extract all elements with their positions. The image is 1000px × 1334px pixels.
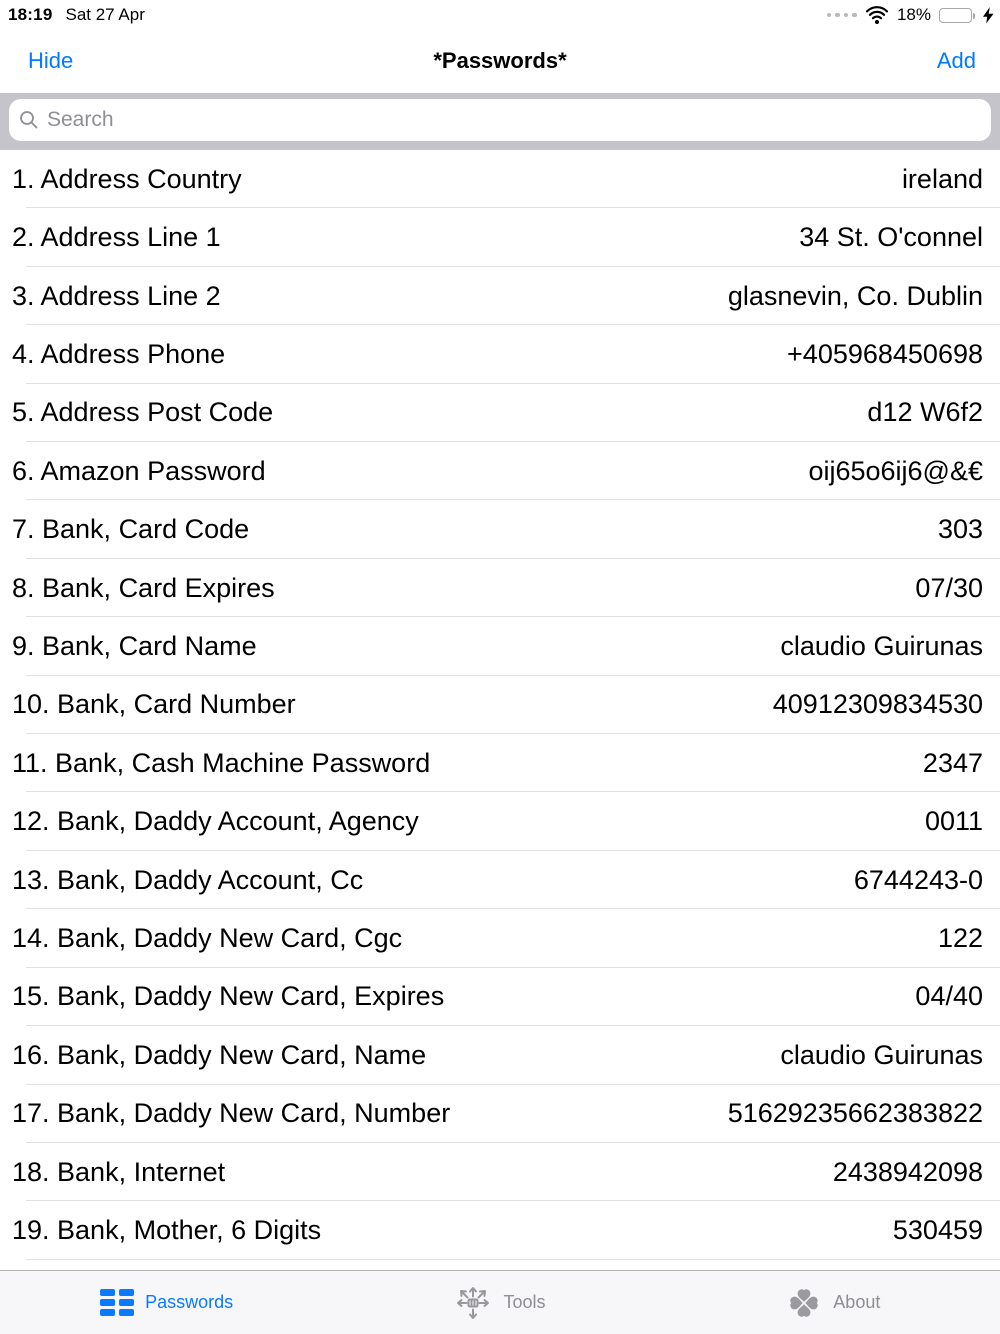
table-row[interactable] — [0, 1085, 1000, 1143]
entry-label: 6. Amazon Password — [12, 455, 266, 486]
entry-value: ireland — [901, 163, 983, 194]
entry-label: 10. Bank, Card Number — [12, 689, 296, 720]
status-date: Sat 27 Apr — [65, 5, 145, 24]
entry-value: 04/40 — [915, 981, 983, 1012]
entry-label: 1. Address Country — [12, 163, 242, 194]
table-row[interactable] — [0, 500, 1000, 558]
table-row[interactable] — [0, 851, 1000, 909]
tab-tools-label: Tools — [503, 1292, 546, 1312]
entry-value: claudio Guirunas — [780, 630, 983, 661]
entry-label: 4. Address Phone — [12, 338, 226, 369]
table-row[interactable] — [0, 442, 1000, 500]
entry-label: 8. Bank, Card Expires — [12, 572, 275, 603]
tab-tools[interactable] — [333, 1271, 666, 1334]
table-row[interactable] — [0, 909, 1000, 967]
entry-value: 2438942098 — [832, 1156, 983, 1187]
entry-label: 11. Bank, Cash Machine Password — [12, 747, 431, 778]
entry-label: 7. Bank, Card Code — [12, 514, 250, 545]
page-title: *Passwords* — [433, 47, 567, 73]
entry-value: d12 W6f2 — [867, 397, 983, 428]
search-bar-strip — [0, 93, 1000, 150]
entry-label: 17. Bank, Daddy New Card, Number — [12, 1098, 451, 1129]
password-list — [0, 150, 1000, 1260]
entry-value: glasnevin, Co. Dublin — [727, 280, 983, 311]
table-row[interactable] — [0, 1026, 1000, 1084]
entry-value: 2347 — [922, 747, 983, 778]
entry-label: 2. Address Line 1 — [12, 222, 221, 253]
table-row[interactable] — [0, 1143, 1000, 1201]
search-placeholder: Search — [47, 108, 114, 131]
table-row[interactable] — [0, 734, 1000, 792]
entry-value: 6744243-0 — [853, 864, 983, 895]
table-row[interactable] — [0, 617, 1000, 675]
status-bar — [0, 0, 1000, 28]
entry-label: 9. Bank, Card Name — [12, 630, 257, 661]
entry-label: 14. Bank, Daddy New Card, Cgc — [12, 922, 403, 953]
entry-value: +405968450698 — [787, 338, 983, 369]
entry-value: 122 — [937, 922, 983, 953]
entry-label: 13. Bank, Daddy Account, Cc — [12, 864, 364, 895]
search-input[interactable] — [9, 99, 991, 141]
table-row[interactable] — [0, 267, 1000, 325]
table-row[interactable] — [0, 792, 1000, 850]
entry-value: 303 — [937, 514, 983, 545]
list-grid-icon — [100, 1289, 134, 1316]
entry-value: 0011 — [924, 806, 983, 837]
tab-bar — [0, 1270, 1000, 1334]
table-row[interactable] — [0, 676, 1000, 734]
wifi-icon — [865, 6, 889, 24]
table-row[interactable] — [0, 150, 1000, 208]
table-row[interactable] — [0, 968, 1000, 1026]
entry-label: 5. Address Post Code — [12, 397, 274, 428]
entry-label: 18. Bank, Internet — [12, 1156, 226, 1187]
charging-bolt-icon — [983, 7, 994, 24]
entry-label: 3. Address Line 2 — [12, 280, 221, 311]
table-row[interactable] — [0, 559, 1000, 617]
clover-icon — [786, 1285, 822, 1321]
entry-value: 34 St. O'connel — [799, 222, 983, 253]
tab-passwords-label: Passwords — [145, 1292, 234, 1312]
table-row[interactable] — [0, 1201, 1000, 1259]
table-row[interactable] — [0, 384, 1000, 442]
add-button[interactable]: Add — [936, 47, 976, 73]
entry-value: oij65o6ij6@&€ — [808, 455, 983, 486]
hide-button[interactable]: Hide — [28, 47, 74, 73]
nav-bar — [0, 28, 1000, 93]
entry-value: 530459 — [892, 1215, 983, 1246]
entry-value: claudio Guirunas — [780, 1039, 983, 1070]
battery-icon — [939, 8, 972, 23]
battery-percent: 18% — [896, 5, 931, 24]
tab-about[interactable] — [667, 1271, 1000, 1334]
battery-nub — [973, 13, 976, 19]
status-right — [827, 5, 994, 25]
status-time: 18:19 — [8, 5, 53, 24]
entry-value: 40912309834530 — [772, 689, 983, 720]
status-left — [8, 5, 145, 25]
entry-value: 07/30 — [915, 572, 983, 603]
cellular-signal-icon — [827, 13, 857, 18]
search-icon — [19, 110, 39, 130]
table-row[interactable] — [0, 208, 1000, 266]
entry-value: 51629235662383822 — [727, 1098, 983, 1129]
table-row[interactable] — [0, 325, 1000, 383]
entry-label: 19. Bank, Mother, 6 Digits — [12, 1215, 322, 1246]
tab-passwords[interactable] — [0, 1271, 333, 1334]
move-arrows-icon — [454, 1284, 492, 1322]
entry-label: 12. Bank, Daddy Account, Agency — [12, 806, 419, 837]
tab-about-label: About — [833, 1292, 881, 1312]
entry-label: 16. Bank, Daddy New Card, Name — [12, 1039, 427, 1070]
entry-label: 15. Bank, Daddy New Card, Expires — [12, 981, 445, 1012]
